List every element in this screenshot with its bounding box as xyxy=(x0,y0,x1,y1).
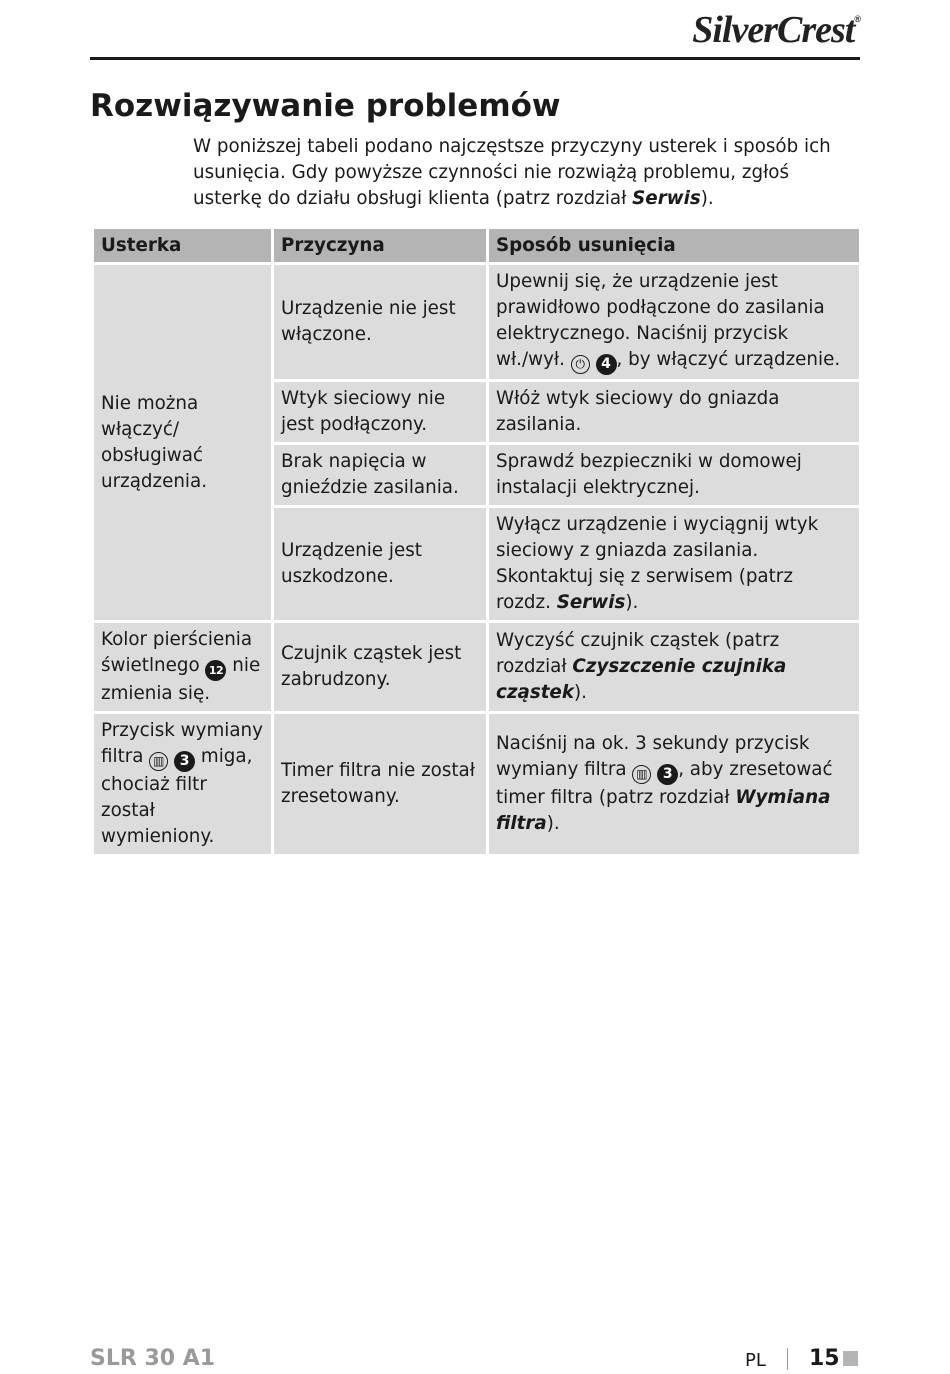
troubleshooting-table xyxy=(91,226,862,857)
ref-serwis: Serwis xyxy=(556,592,626,613)
ref-serwis: Serwis xyxy=(632,188,701,209)
brand-logo: SilverCrest® xyxy=(692,9,860,51)
footer-square-marker xyxy=(843,1351,858,1366)
footer-model: SLR 30 A1 xyxy=(90,1346,216,1371)
remedy-cell: Wyłącz urządzenie i wyciągnij wtyk sieciowy z gniazda zasilania. Skontaktuj się z serwisem (patrz rozdz. Serwis). xyxy=(488,507,861,622)
table-row xyxy=(93,713,861,856)
remedy-cell: Sprawdź bezpieczniki w domowej instalacji elektrycznej. xyxy=(488,444,861,507)
header-cause: Przyczyna xyxy=(273,228,488,264)
remedy-cell: Naciśnij na ok. 3 sekundy przycisk wymiany filtra ▥ 3 , aby zresetować timer filtra (patrz rozdział Wymiana filtra). xyxy=(488,713,861,856)
page-number: 15 xyxy=(809,1346,840,1371)
intro-paragraph: W poniższej tabeli podano najczęstsze przyczyny usterek i sposób ich usunięcia. Gdy powyższe czynności nie rozwiążą problemu, zgłoś usterkę do działu obsługi klienta (patrz rozdział Serwis). xyxy=(193,136,831,209)
cause-cell: Wtyk sieciowy nie jest podłączony. xyxy=(273,381,488,444)
cause-cell: Timer filtra nie został zresetowany. xyxy=(273,713,488,856)
table-row xyxy=(93,264,861,381)
filter-icon: ▥ xyxy=(632,765,651,784)
number-badge: 3 xyxy=(174,751,195,772)
header-rule xyxy=(90,57,860,60)
table-header-row xyxy=(93,228,861,264)
footer-language: PL xyxy=(745,1350,766,1371)
cause-cell: Czujnik cząstek jest zabrudzony. xyxy=(273,622,488,713)
cause-cell: Urządzenie jest uszkodzone. xyxy=(273,507,488,622)
number-badge: 4 xyxy=(596,354,617,375)
header-fault: Usterka xyxy=(93,228,273,264)
ref-czyszczenie: Czyszczenie czujnika cząstek xyxy=(496,656,787,703)
power-icon: ⏻ xyxy=(571,355,590,374)
filter-icon: ▥ xyxy=(149,752,168,771)
table-row xyxy=(93,622,861,713)
footer-divider xyxy=(787,1348,788,1370)
header-remedy: Sposób usunięcia xyxy=(488,228,861,264)
number-badge: 3 xyxy=(657,764,678,785)
fault-cell: Kolor pierścienia świetlnego 12 nie zmienia się. xyxy=(93,622,273,713)
remedy-cell: Włóż wtyk sieciowy do gniazda zasilania. xyxy=(488,381,861,444)
remedy-cell: Upewnij się, że urządzenie jest prawidłowo podłączone do zasilania elektrycznego. Naciśnij przycisk wł./wył. ⏻ 4 , by włączyć urządzenie. xyxy=(488,264,861,381)
cause-cell: Brak napięcia w gnieździe zasilania. xyxy=(273,444,488,507)
ref-wymiana-filtra: Wymiana filtra xyxy=(496,787,831,834)
number-badge: 12 xyxy=(205,660,226,681)
fault-cell: Nie można włączyć/ obsługiwać urządzenia. xyxy=(93,264,273,622)
page-title: Rozwiązywanie problemów xyxy=(90,88,561,124)
remedy-cell: Wyczyść czujnik cząstek (patrz rozdział Czyszczenie czujnika cząstek). xyxy=(488,622,861,713)
cause-cell: Urządzenie nie jest włączone. xyxy=(273,264,488,381)
fault-cell: Przycisk wymiany filtra ▥ 3 miga, chociaż filtr został wymieniony. xyxy=(93,713,273,856)
